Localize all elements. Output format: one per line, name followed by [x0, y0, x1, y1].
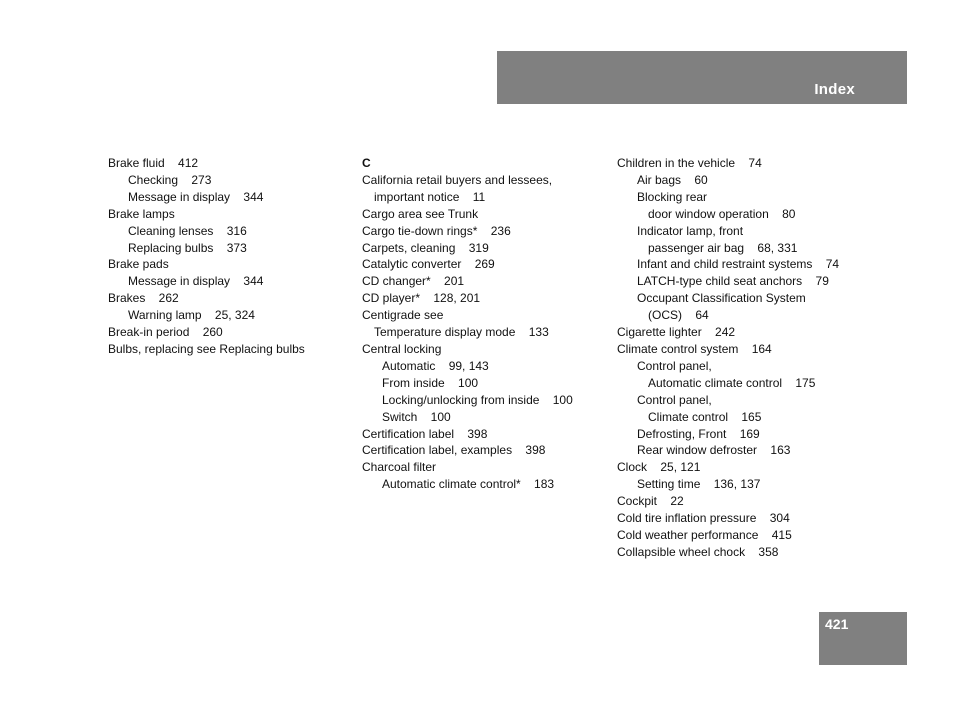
index-entry: Catalytic converter 269 [362, 257, 495, 272]
index-entry: Charcoal filter [362, 460, 437, 475]
page-title: Index [814, 81, 855, 98]
index-entry-continuation: important notice 11 [374, 189, 486, 204]
index-subentry: Warning lamp 25, 324 [128, 308, 255, 323]
index-entry: Cargo tie-down rings* 236 [362, 223, 511, 238]
index-entry: Brake lamps [108, 206, 175, 221]
index-entry: Certification label, examples 398 [362, 443, 546, 458]
index-subentry: Blocking rear [637, 189, 708, 204]
index-subentry: Control panel, [637, 392, 712, 407]
index-subentry: Locking/unlocking from inside 100 [382, 392, 573, 407]
index-entry: Cold tire inflation pressure 304 [617, 511, 790, 526]
index-subentry: Control panel, [637, 358, 712, 373]
index-entry: Cigarette lighter 242 [617, 325, 736, 340]
index-subentry: Setting time 136, 137 [637, 477, 761, 492]
index-subentry-continuation: (OCS) 64 [648, 308, 709, 323]
index-subentry: Indicator lamp, front [637, 223, 744, 238]
header-bar [497, 51, 907, 104]
index-entry: Clock 25, 121 [617, 460, 701, 475]
index-subentry-continuation: passenger air bag 68, 331 [648, 240, 798, 255]
index-column-2 [362, 155, 607, 493]
index-subentry-continuation: Automatic climate control 175 [648, 375, 816, 390]
index-subentry: Checking 273 [128, 172, 212, 187]
page-number: 421 [825, 616, 849, 632]
index-subentry: Infant and child restraint systems 74 [637, 257, 840, 272]
index-entry: Brake pads [108, 257, 169, 272]
index-entry-continuation: Temperature display mode 133 [374, 325, 549, 340]
index-subentry: Air bags 60 [637, 172, 708, 187]
index-subentry: Message in display 344 [128, 189, 264, 204]
index-entry: Cold weather performance 415 [617, 527, 792, 542]
index-column-1 [108, 155, 348, 358]
index-entry: Break-in period 260 [108, 325, 223, 340]
index-subentry: Occupant Classification System [637, 291, 806, 306]
index-entry: California retail buyers and lessees, [362, 172, 553, 187]
index-entry: Cargo area see Trunk [362, 206, 479, 221]
index-subentry: Automatic climate control* 183 [382, 477, 555, 492]
index-entry: Carpets, cleaning 319 [362, 240, 489, 255]
index-entry: Cockpit 22 [617, 494, 684, 509]
index-entry: Brake fluid 412 [108, 156, 199, 170]
index-subentry-continuation: door window operation 80 [648, 206, 796, 221]
index-entry: Collapsible wheel chock 358 [617, 544, 779, 559]
index-subentry: Automatic 99, 143 [382, 358, 489, 373]
index-subentry: Message in display 344 [128, 274, 264, 289]
index-entry: Central locking [362, 341, 442, 356]
index-subentry-continuation: Climate control 165 [648, 409, 762, 424]
index-entry: Bulbs, replacing see Replacing bulbs [108, 341, 305, 356]
page-number-box [819, 612, 907, 665]
index-subentry: Rear window defroster 163 [637, 443, 791, 458]
index-entry: CD changer* 201 [362, 274, 465, 289]
index-entry: CD player* 128, 201 [362, 291, 481, 306]
index-subentry: LATCH-type child seat anchors 79 [637, 274, 829, 289]
index-entry: Centigrade see [362, 308, 444, 323]
index-subentry: Switch 100 [382, 409, 451, 424]
index-entry: Climate control system 164 [617, 341, 772, 356]
index-entry: Certification label 398 [362, 426, 488, 441]
index-letter-heading: C [362, 156, 371, 170]
index-subentry: Replacing bulbs 373 [128, 240, 247, 255]
index-subentry: Defrosting, Front 169 [637, 426, 760, 441]
index-column-3 [617, 155, 877, 561]
index-subentry: Cleaning lenses 316 [128, 223, 247, 238]
index-entry: Brakes 262 [108, 291, 179, 306]
index-entry: Children in the vehicle 74 [617, 156, 762, 170]
index-subentry: From inside 100 [382, 375, 479, 390]
